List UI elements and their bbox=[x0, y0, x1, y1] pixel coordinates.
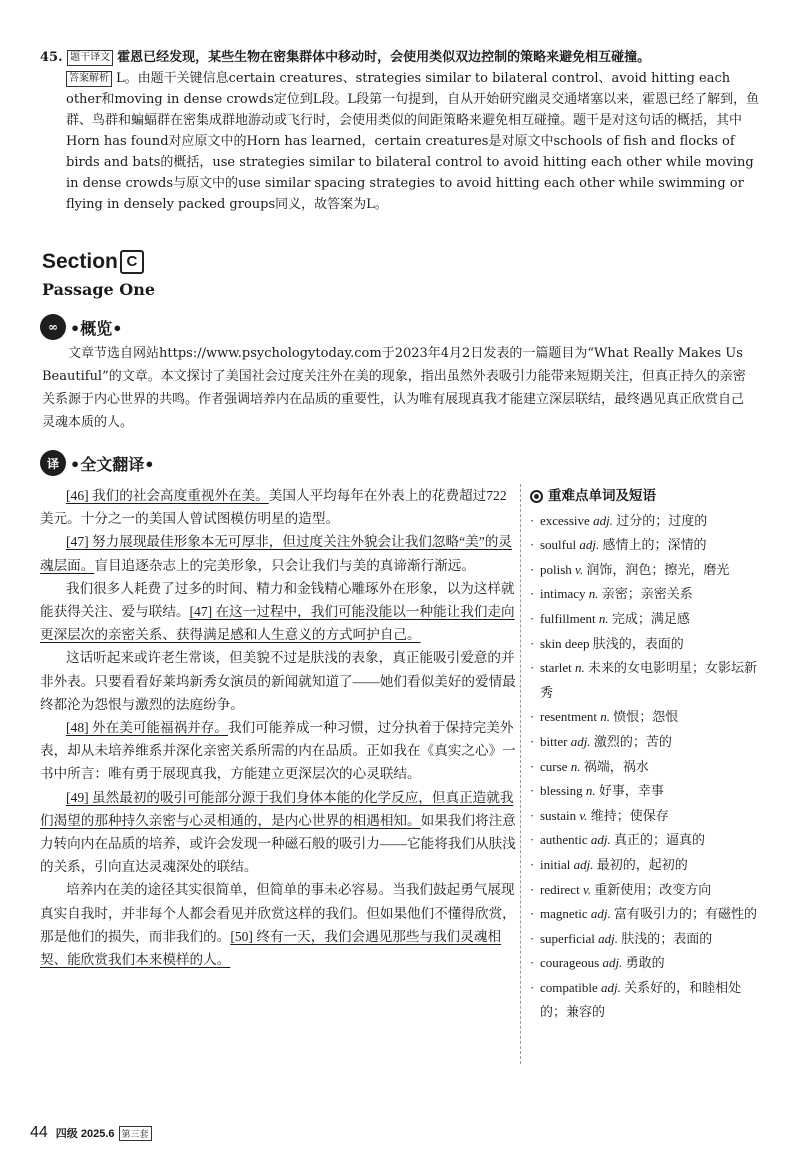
paragraph-text: 这话听起来或许老生常谈，但美貌不过是肤浅的表象，真正能吸引爱意的并非外表。只要看看好莱坞新秀女演员的新闻就知道了——她们看似美好的爱情最终都沦为怨恨与激烈的法庭纷争。 bbox=[40, 650, 516, 712]
vocab-pos: adj. bbox=[602, 955, 623, 971]
vocab-pos: v. bbox=[582, 881, 592, 897]
vocab-pos: n. bbox=[575, 660, 585, 676]
paragraph-text: 美国人平均每年在外表上的花费超过722美元。十分之一的美国人曾试图模仿明星的造型。 bbox=[40, 488, 507, 527]
key-sentence-50: [50] 终有一天，我们会遇见那些与我们灵魂相契、能欣赏我们本来模样的人。 bbox=[40, 928, 502, 968]
section-label: Section bbox=[42, 250, 118, 273]
question-45 bbox=[40, 47, 762, 215]
vocab-pos: v. bbox=[579, 807, 588, 823]
vocab-definition: 未来的女电影明星；女影坛新秀 bbox=[540, 660, 758, 700]
translation-paragraph bbox=[40, 646, 516, 716]
bullet: · bbox=[530, 709, 535, 725]
key-sentence-48: [48] 外在美可能福祸并存。 bbox=[66, 720, 228, 736]
key-sentence-47: [47] 努力展现最佳形象本无可厚非，但过度关注外貌会让我们忽略“美”的灵魂层面。 bbox=[40, 534, 512, 573]
vocab-item bbox=[530, 730, 762, 755]
vocab-word: courageous bbox=[540, 955, 600, 971]
vocab-word: magnetic bbox=[540, 906, 588, 922]
bullet: · bbox=[530, 979, 535, 995]
bullet: · bbox=[530, 906, 535, 922]
vocab-definition: 肤浅的，表面的 bbox=[592, 635, 684, 651]
analysis-text: L。由题干关键信息certain creatures、strategies similar to bilateral control、avoid hitting each other和moving in dense crowds定位到L段。L段第一句提到，自从开始研究幽灵交通堵塞以来，霍恩已经了解到，鱼群、鸟群和蝙蝠群在密集成群地游动或飞行时，会使用类似的间距策略来避免相互碰撞。题干是对这句话的概括，其中Horn has found对应原文中的Horn has learned，certain creatures是对原文中schools of fish and flocks of birds and bats的概括，use strategies similar to bilateral control to avoid hitting each other while moving in dense crowds与原文中的use similar spacing strategies to avoid hitting each other while swimming or flying in densely packed groups同义，故答案为L。 bbox=[66, 71, 760, 212]
vocab-item bbox=[530, 927, 762, 952]
vocab-pos: adj. bbox=[590, 832, 611, 848]
vocab-word: curse bbox=[540, 758, 568, 774]
question-number: 45. bbox=[40, 50, 63, 65]
vocabulary-heading-text: 重难点单词及短语 bbox=[548, 488, 656, 503]
translation-heading-text: •全文翻译• bbox=[70, 454, 155, 474]
bullet: · bbox=[530, 930, 535, 946]
paragraph-text: 培养内在美的途径其实很简单，但简单的事未必容易。当我们鼓起勇气展现真实自我时，并非每个人都会看见并欣赏这样的我们。但如果他们不懂得欣赏，那是他们的损失，而非我们的。 bbox=[40, 882, 516, 944]
vocab-definition: 重新使用；改变方向 bbox=[594, 881, 712, 897]
bullet: · bbox=[530, 955, 535, 971]
bullet: · bbox=[530, 660, 535, 676]
paragraph-text: 我们可能养成一种习惯，过分执着于保持完美外表，却从未培养维系并深化亲密关系所需的内在品质。正如我在《真实之心》一书中所言：唯有勇于展现真我，方能建立更深层次的心灵联结。 bbox=[40, 720, 516, 782]
vocab-word: starlet bbox=[540, 660, 572, 676]
key-sentence-49: [49] 虽然最初的吸引可能部分源于我们身体本能的化学反应，但真正造就我们渴望的那种持久亲密与心灵相通的，是内心世界的相遇相知。 bbox=[40, 789, 514, 828]
translation-heading bbox=[40, 450, 154, 476]
question-stem: 霍恩已经发现，某些生物在密集群体中移动时，会使用类似双边控制的策略来避免相互碰撞。 bbox=[117, 50, 651, 65]
vocab-pos: n. bbox=[598, 610, 609, 626]
analysis-tag: 答案解析 bbox=[66, 71, 112, 87]
vocab-definition: 亲密；亲密关系 bbox=[601, 586, 693, 602]
vocab-pos: adj. bbox=[593, 512, 613, 528]
vocab-item bbox=[530, 656, 762, 705]
vocab-item bbox=[530, 976, 762, 1025]
key-sentence-46: [46] 我们的社会高度重视外在美。 bbox=[66, 488, 269, 503]
vocab-word: compatible bbox=[540, 979, 598, 995]
vocab-word: soulful bbox=[540, 537, 577, 553]
vocab-word: blessing bbox=[540, 783, 583, 799]
vocab-word: sustain bbox=[540, 807, 577, 823]
vocab-pos: n. bbox=[600, 709, 611, 725]
bullet: · bbox=[530, 586, 535, 602]
bullet: · bbox=[530, 881, 535, 897]
vocab-item bbox=[530, 853, 762, 878]
bullet: · bbox=[530, 856, 535, 872]
vocab-item bbox=[530, 779, 762, 804]
overview-paragraph: 文章节选自网站https://www.psychologytoday.com于2023年4月2日发表的一篇题目为“What Really Makes Us Beautiful”的文章。本文探讨了美国社会过度关注外在美的现象，指出虽然外表吸引力能带来短期关注，但真正持久的亲密关系源于内心世界的共鸣。作者强调培养内在品质的重要性，认为唯有展现真我才能建立深层联结，最终遇见真正欣赏自己灵魂本质的人。 bbox=[42, 346, 746, 430]
vocab-item bbox=[530, 582, 762, 607]
vocab-item bbox=[530, 705, 762, 730]
vocab-definition: 祸端，祸水 bbox=[583, 758, 649, 774]
issue-label: 第三套 bbox=[119, 1126, 152, 1141]
page-number: 44 bbox=[30, 1124, 48, 1141]
bullet: · bbox=[530, 758, 535, 774]
vocab-item bbox=[530, 558, 762, 583]
vocabulary-items bbox=[530, 509, 762, 1025]
bullet: · bbox=[530, 807, 535, 823]
translation-paragraph bbox=[40, 786, 516, 879]
vocab-definition: 好事，幸事 bbox=[598, 783, 664, 799]
full-translation bbox=[40, 484, 516, 971]
page-footer bbox=[30, 1124, 152, 1142]
vocab-pos: adj. bbox=[570, 733, 591, 749]
overview-heading-text: •概览• bbox=[70, 318, 123, 338]
glasses-icon: ∞ bbox=[40, 314, 66, 340]
bullet: · bbox=[530, 537, 535, 553]
paragraph-text: 盲目追逐杂志上的完美形象，只会让我们与美的真谛渐行渐远。 bbox=[94, 557, 475, 573]
vocab-definition: 激烈的；苦的 bbox=[593, 733, 672, 749]
target-icon bbox=[530, 490, 543, 503]
paragraph-text: 我们很多人耗费了过多的时间、精力和金钱精心雕琢外在形象，以为这样就能获得关注、爱与联结。 bbox=[40, 580, 515, 620]
vocab-definition: 维持；使保存 bbox=[590, 807, 669, 823]
bullet: · bbox=[530, 783, 535, 799]
overview-heading bbox=[40, 314, 122, 340]
vocab-item bbox=[530, 804, 762, 829]
translation-paragraph bbox=[40, 577, 516, 647]
vocab-definition: 勇敢的 bbox=[625, 955, 665, 971]
vocab-pos: adj. bbox=[601, 979, 621, 995]
vocab-word: polish bbox=[540, 561, 572, 577]
section-letter-box: C bbox=[120, 250, 144, 274]
bullet: · bbox=[530, 733, 535, 749]
key-sentence-47b: [47] 在这一过程中，我们可能没能以一种能让我们走向更深层次的亲密关系、获得满足感和人生意义的方式呵护自己。 bbox=[40, 604, 515, 643]
vocab-definition: 感情上的；深情的 bbox=[602, 537, 707, 553]
paragraph-text: 如果我们将注意力转向内在品质的培养，或许会发现一种磁石般的吸引力——它能将我们从肤浅的关系，引向直达灵魂深处的联结。 bbox=[40, 812, 516, 875]
vocab-item bbox=[530, 607, 762, 632]
vocab-word: skin deep bbox=[540, 635, 590, 651]
column-divider bbox=[520, 484, 521, 1064]
translation-paragraph bbox=[40, 530, 516, 576]
question-stem-line bbox=[40, 47, 762, 68]
passage-title: Passage One bbox=[42, 280, 156, 299]
bullet: · bbox=[530, 561, 535, 577]
vocab-pos: n. bbox=[585, 783, 596, 799]
vocab-definition: 关系好的，和睦相处的；兼容的 bbox=[540, 979, 742, 1020]
vocab-definition: 过分的；过度的 bbox=[616, 512, 708, 528]
vocab-pos: n. bbox=[588, 586, 599, 602]
bullet: · bbox=[530, 635, 535, 651]
vocab-item bbox=[530, 632, 762, 657]
vocab-word: fulfillment bbox=[540, 610, 596, 626]
vocab-pos: adj. bbox=[573, 856, 594, 872]
vocab-item bbox=[530, 902, 762, 927]
vocab-definition: 真正的；逼真的 bbox=[614, 832, 706, 848]
vocab-word: superficial bbox=[540, 930, 595, 946]
vocab-word: redirect bbox=[540, 881, 580, 897]
bullet: · bbox=[530, 832, 535, 848]
vocabulary-heading bbox=[530, 484, 762, 509]
vocab-definition: 肤浅的；表面的 bbox=[621, 930, 713, 946]
vocab-word: excessive bbox=[540, 512, 590, 528]
vocab-item bbox=[530, 509, 762, 534]
section-heading bbox=[42, 250, 144, 274]
translate-icon: 译 bbox=[40, 450, 66, 476]
translation-tag: 题干译文 bbox=[67, 50, 113, 66]
vocab-definition: 愤恨；怨恨 bbox=[613, 709, 679, 725]
translation-paragraph bbox=[40, 878, 516, 971]
vocab-pos: adj. bbox=[598, 930, 618, 946]
vocab-word: bitter bbox=[540, 733, 568, 749]
vocab-item bbox=[530, 951, 762, 976]
vocab-pos: n. bbox=[570, 758, 581, 774]
vocab-definition: 富有吸引力的；有磁性的 bbox=[614, 906, 758, 922]
translation-paragraph bbox=[40, 484, 516, 530]
vocab-item bbox=[530, 878, 762, 903]
bullet: · bbox=[530, 610, 535, 626]
vocabulary-list bbox=[530, 484, 762, 1025]
vocab-word: authentic bbox=[540, 832, 588, 848]
answer-analysis bbox=[66, 68, 762, 215]
vocab-word: resentment bbox=[540, 709, 598, 725]
vocab-item bbox=[530, 828, 762, 853]
vocab-item bbox=[530, 533, 762, 558]
vocab-pos: adj. bbox=[579, 537, 600, 553]
vocab-item bbox=[530, 755, 762, 780]
vocab-pos: adj. bbox=[590, 906, 611, 922]
vocab-pos: v. bbox=[575, 561, 584, 577]
vocab-definition: 最初的，起初的 bbox=[596, 856, 688, 872]
bullet: · bbox=[530, 512, 535, 528]
vocab-definition: 润饰，润色；擦光，磨光 bbox=[586, 561, 730, 577]
vocab-word: intimacy bbox=[540, 586, 586, 602]
publication-label: 四级 2025.6 bbox=[55, 1128, 115, 1140]
vocab-definition: 完成；满足感 bbox=[611, 610, 690, 626]
vocab-word: initial bbox=[540, 856, 571, 872]
translation-paragraph bbox=[40, 716, 516, 786]
